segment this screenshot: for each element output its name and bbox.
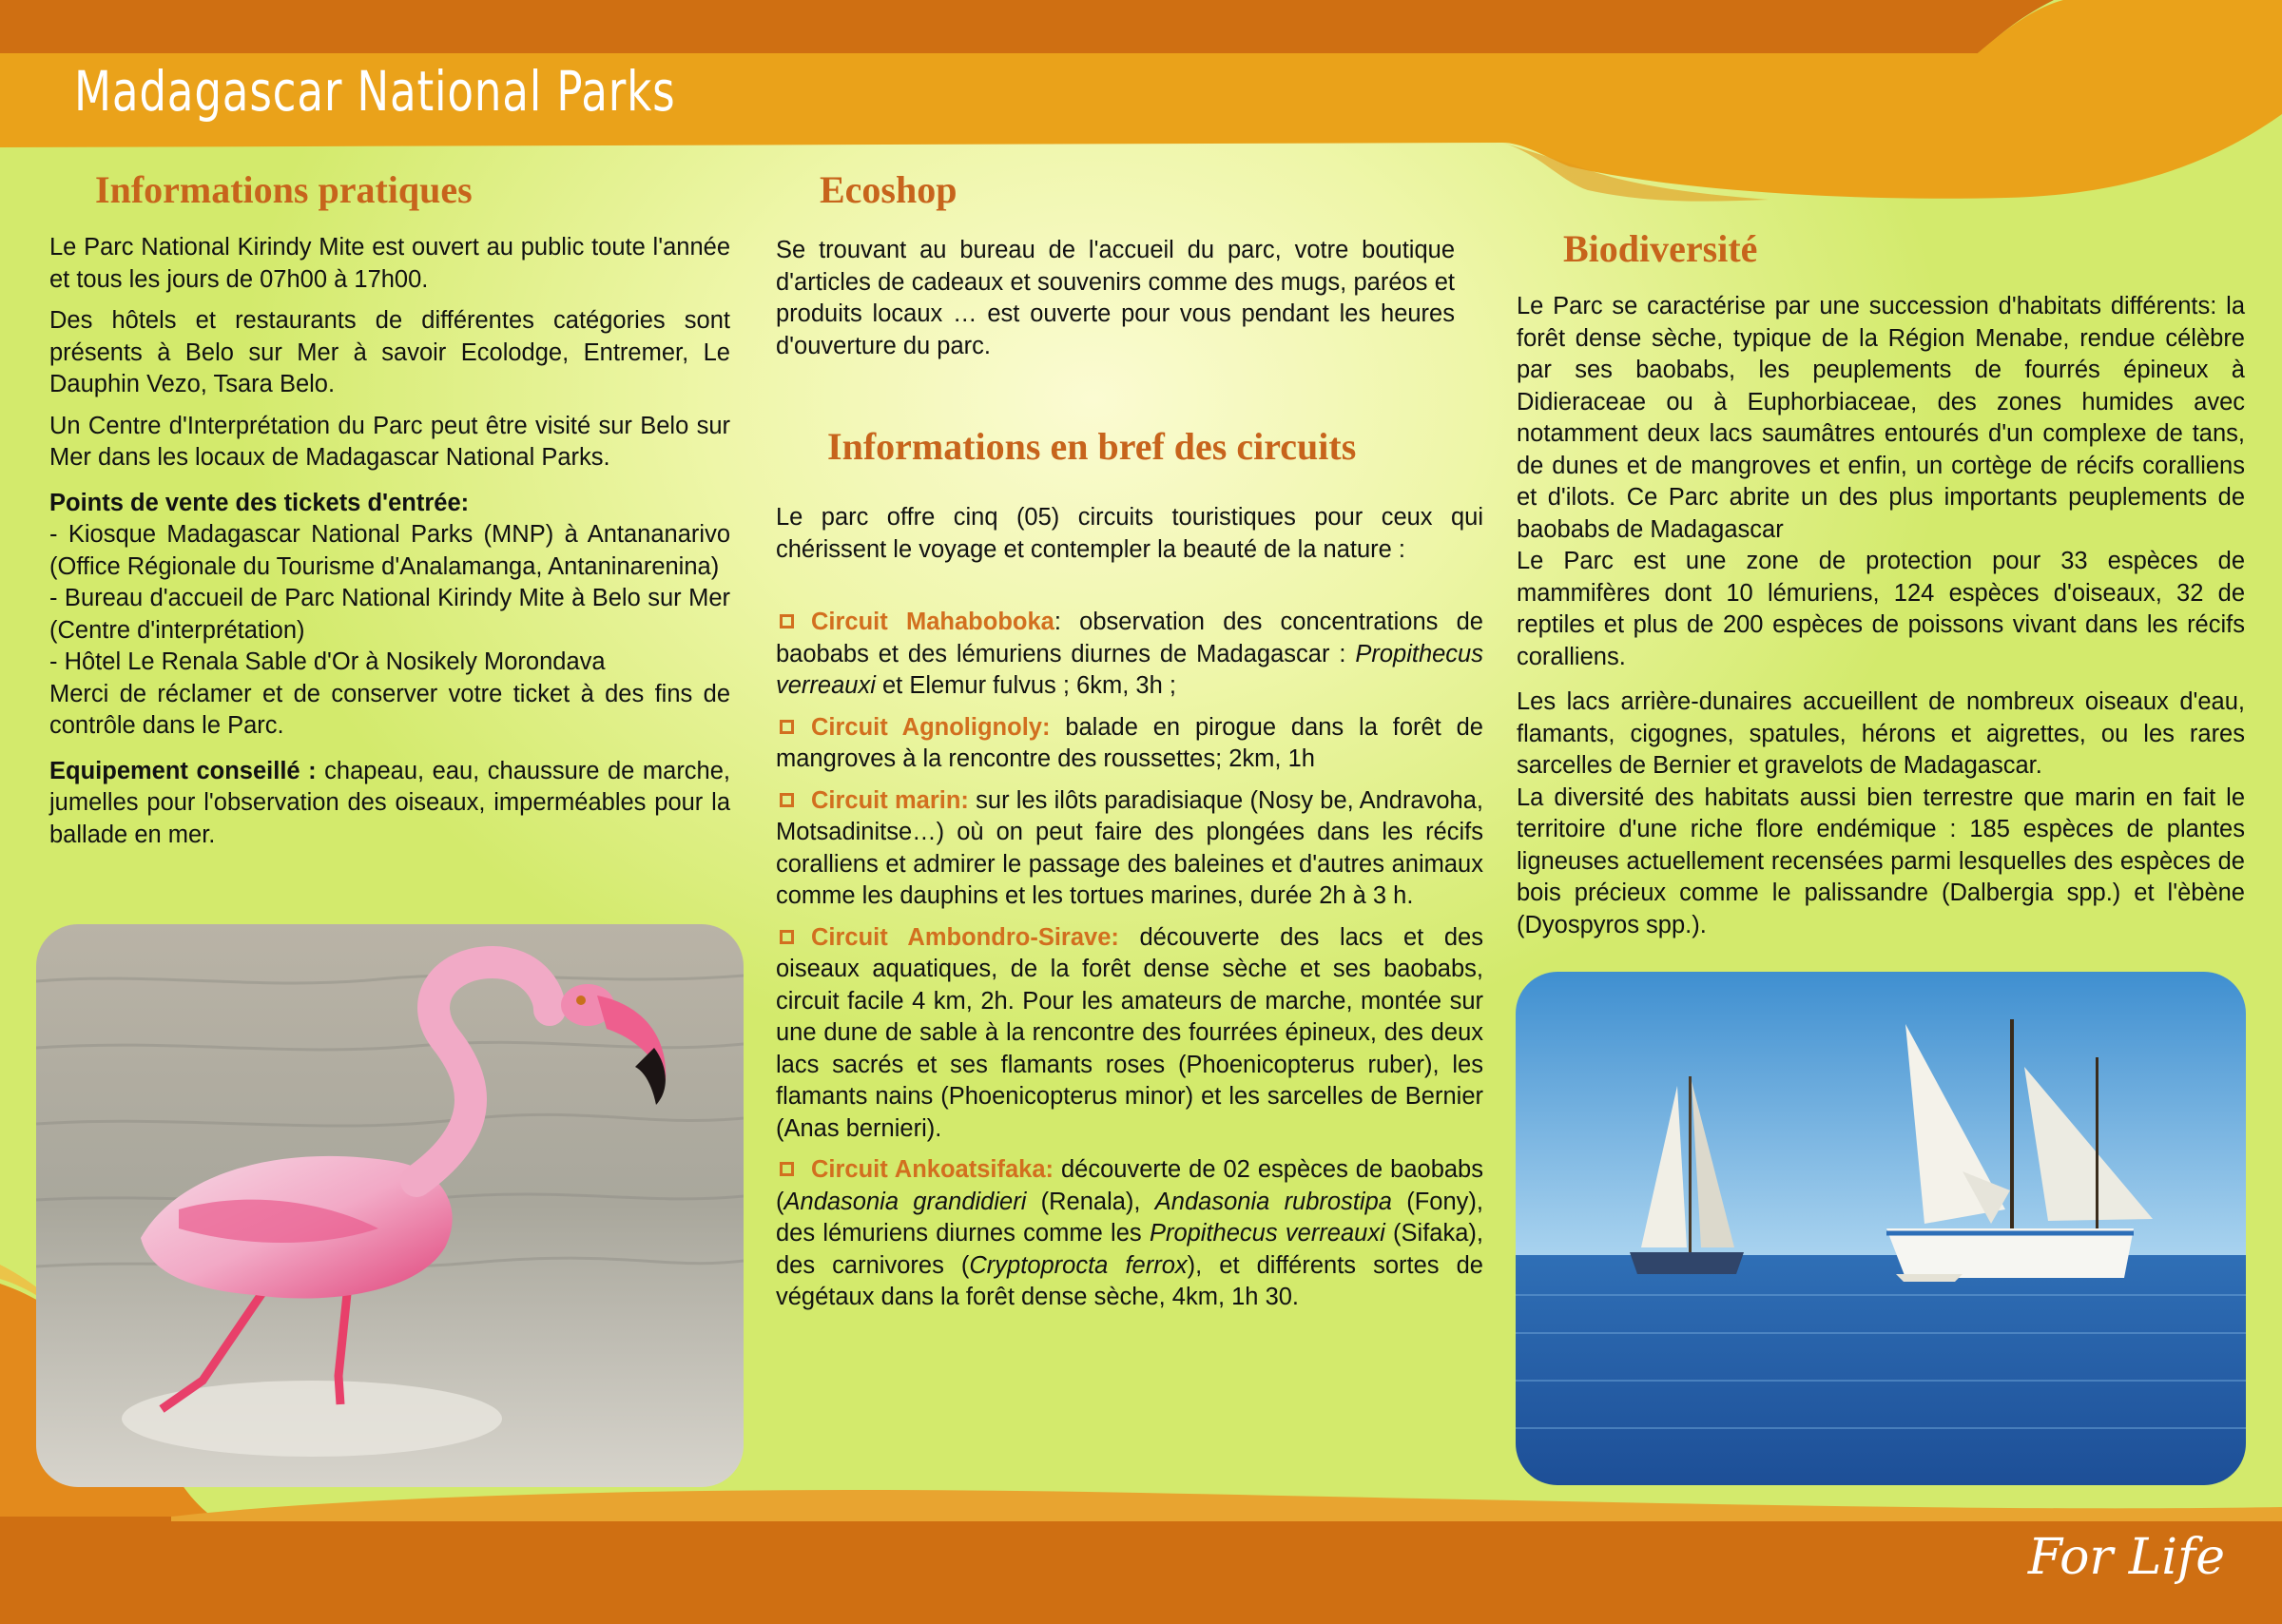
tickets-heading: Points de vente des tickets d'entrée: <box>49 489 470 516</box>
bottom-dark-band <box>0 1517 2282 1624</box>
heading-informations-pratiques: Informations pratiques <box>95 168 473 211</box>
biodiversity-birds: Les lacs arrière-dunaires accueillent de nombreux oiseaux d'eau, flamants, cigognes, spatules, hérons et aigrettes, ou les rares sarcelles de Bernier et gravelots de Madagascar. <box>1517 688 2245 779</box>
footer-tagline: For Life <box>2027 1529 2225 1586</box>
biodiversity-flora: La diversité des habitats aussi bien terrestre que marin en fait le territoire d'une riche flore endémique : 185 espèces de plantes ligneuses actuellement recensées parmi lesquelles des espèces de bois précieux comme le palissandre (Dalbergia spp.) et l'èbène (Dyospyros spp.). <box>1517 783 2245 938</box>
column-informations-pratiques <box>49 232 730 860</box>
interpretation-center-text: Un Centre d'Interprétation du Parc peut être visité sur Belo sur Mer dans les locaux de Madagascar National Parks. <box>49 412 730 471</box>
ticket-point-3: - Hôtel Le Renala Sable d'Or à Nosikely Morondava <box>49 648 606 675</box>
equipment-label: Equipement conseillé : <box>49 757 317 784</box>
circuit-agnolignoly: Circuit Agnolignoly: balade en pirogue dans la forêt de mangroves à la rencontre des roussettes; 2km, 1h <box>776 713 1483 772</box>
hotels-text: Des hôtels et restaurants de différentes catégories sont présents à Belo sur Mer à savoir Ecolodge, Entremer, Le Dauphin Vezo, Tsara Belo. <box>49 307 730 397</box>
heading-circuits: Informations en bref des circuits <box>827 425 1357 468</box>
column-biodiversite <box>1517 291 2245 951</box>
circuit-marin: Circuit marin: sur les ilôts paradisiaque (Nosy be, Andravoha, Motsadinitse…) où on peut faire des plongées dans les récifs coralliens et admirer le passage des baleines et d'autres animaux comme les dauphins et les tortues marines, durée 2h à 3 h. <box>776 786 1483 909</box>
sailboats-photo <box>1516 972 2246 1485</box>
top-dark-band <box>0 0 2054 53</box>
checkbox-icon <box>780 793 794 807</box>
circuits-intro: Le parc offre cinq (05) circuits touristiques pour ceux qui chérissent le voyage et contempler la beauté de la nature : <box>776 504 1483 563</box>
heading-ecoshop: Ecoshop <box>820 168 957 211</box>
opening-hours-text: Le Parc National Kirindy Mite est ouvert au public toute l'année et tous les jours de 07h00 à 17h00. <box>49 234 730 293</box>
ecoshop-text: Se trouvant au bureau de l'accueil du parc, votre boutique d'articles de cadeaux et souvenirs comme des mugs, paréos et produits locaux … est ouverte pour vous pendant les heures d'ouverture du parc. <box>776 237 1455 359</box>
heading-biodiversite: Biodiversité <box>1563 227 1758 270</box>
column-ecoshop <box>776 235 1455 372</box>
ticket-point-2: - Bureau d'accueil de Parc National Kirindy Mite à Belo sur Mer (Centre d'interprétation) <box>49 585 730 644</box>
circuit-ankoatsifaka: Circuit Ankoatsifaka: découverte de 02 espèces de baobabs (Andasonia grandidieri (Renala), Andasonia rubrostipa (Fony), des lémuriens diurnes comme les Propithecus verreauxi (Sifaka), des carnivores (Cryptoprocta ferrox), et différents sortes de végétaux dans la forêt dense sèche, 4km, 1h 30. <box>776 1156 1483 1310</box>
biodiversity-species: Le Parc est une zone de protection pour 33 espèces de mammifères dont 10 lémuriens, 124 espèces d'oiseaux, 32 de reptiles et plus de 200 espèces de poissons vivant dans les récifs coralliens. <box>1517 548 2245 670</box>
circuit-ambondro-sirave: Circuit Ambondro-Sirave: découverte des lacs et des oiseaux aquatiques, de la forêt dense sèche et ses baobabs, circuit facile 4 km, 2h. Pour les amateurs de marche, montée sur une dune de sable à la rencontre des fourrées épineux, des deux lacs sacrés et ses flamants roses (Phoenicopterus ruber), les flamants nains (Phoenicopterus minor) et les sarcelles de Bernier (Anas bernieri). <box>776 923 1483 1142</box>
circuit-mahaboboka: Circuit Mahaboboka: observation des concentrations de baobabs et des lémuriens diurnes de Madagascar : Propithecus verreauxi et Elemur fulvus ; 6km, 3h ; <box>776 609 1483 699</box>
brand-title: Madagascar National Parks <box>74 59 676 124</box>
biodiversity-habitats: Le Parc se caractérise par une succession d'habitats différents: la forêt dense sèche, typique de la Région Menabe, rendue célèbre par ses baobabs, les peuplements de fourrés épineux à Didieraceae ou à Euphorbiaceae, des zones humides avec notamment deux lacs saumâtres entourés d'un complexe de tans, de dunes et de mangroves et enfin, un cortège de récifs coralliens et d'ilots. Ce Parc abrite un des plus importants peuplements de baobabs de Madagascar <box>1517 293 2245 543</box>
checkbox-icon <box>780 1162 794 1176</box>
ticket-note: Merci de réclamer et de conserver votre ticket à des fins de contrôle dans le Parc. <box>49 680 730 739</box>
equipment-text: Equipement conseillé : chapeau, eau, chaussure de marche, jumelles pour l'observation des oiseaux, imperméables pour la ballade en mer. <box>49 757 731 848</box>
checkbox-icon <box>780 614 794 628</box>
ticket-point-1: - Kiosque Madagascar National Parks (MNP) à Antananarivo (Office Régionale du Tourisme d'Analamanga, Antaninarenina) <box>49 521 730 580</box>
flamingo-photo <box>36 924 744 1487</box>
checkbox-icon <box>780 720 794 734</box>
column-circuits <box>776 502 1483 1324</box>
checkbox-icon <box>780 930 794 944</box>
